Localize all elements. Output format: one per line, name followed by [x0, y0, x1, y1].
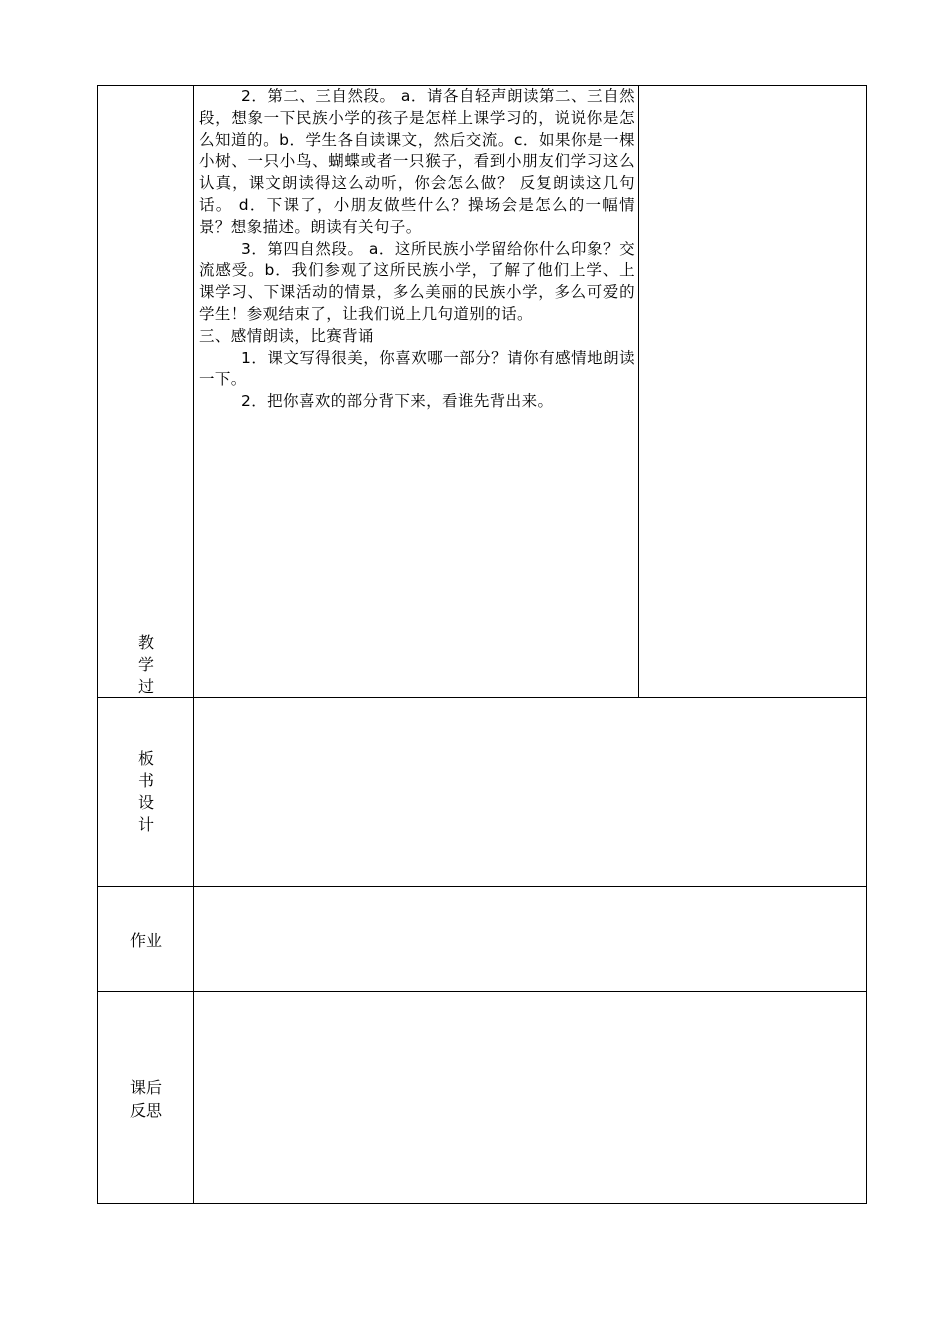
process-paragraph-1: 2．第二、三自然段。 a．请各自轻声朗读第二、三自然段，想象一下民族小学的孩子是怎样上课学习的，说说你是怎么知道的。b．学生各自读课文，然后交流。c．如果你是一棵小树、一只小鸟、蝴蝶或者一只猴子，看到小朋友们学习这么认真，课文朗读得这么动听，你会怎么做？ 反复朗读这几句话。 d．下课了，小朋友做些什么？操场会是怎么的一幅情景？想象描述。朗读有关句子。 — [199, 87, 635, 236]
homework-content — [194, 887, 866, 991]
process-label-text: 教学过 — [137, 633, 154, 696]
column-divider-notes — [638, 86, 639, 697]
process-label — [98, 632, 194, 696]
reflection-label — [98, 1076, 194, 1122]
homework-label: 作业 — [129, 931, 162, 950]
board-label-text: 板书设计 — [137, 749, 154, 834]
board-content — [194, 698, 866, 886]
reflection-label-text: 课后反思 — [129, 1078, 162, 1120]
reflection-content — [194, 992, 866, 1203]
board-label — [98, 748, 194, 836]
lesson-plan-table — [97, 85, 867, 1204]
process-paragraph-4: 2．把你喜欢的部分背下来，看谁先背出来。 — [241, 392, 554, 411]
process-content — [199, 86, 635, 413]
process-section-heading: 三、感情朗读，比赛背诵 — [199, 326, 374, 345]
process-paragraph-2: 3．第四自然段。 a．这所民族小学留给你什么印象？交流感受。b．我们参观了这所民族小学，了解了他们上学、上课学习、下课活动的情景，多么美丽的民族小学，多么可爱的学生！参观结束了，让我们说上几句道别的话。 — [199, 239, 635, 323]
process-paragraph-3: 1．课文写得很美，你喜欢哪一部分？请你有感情地朗读一下。 — [199, 348, 635, 389]
